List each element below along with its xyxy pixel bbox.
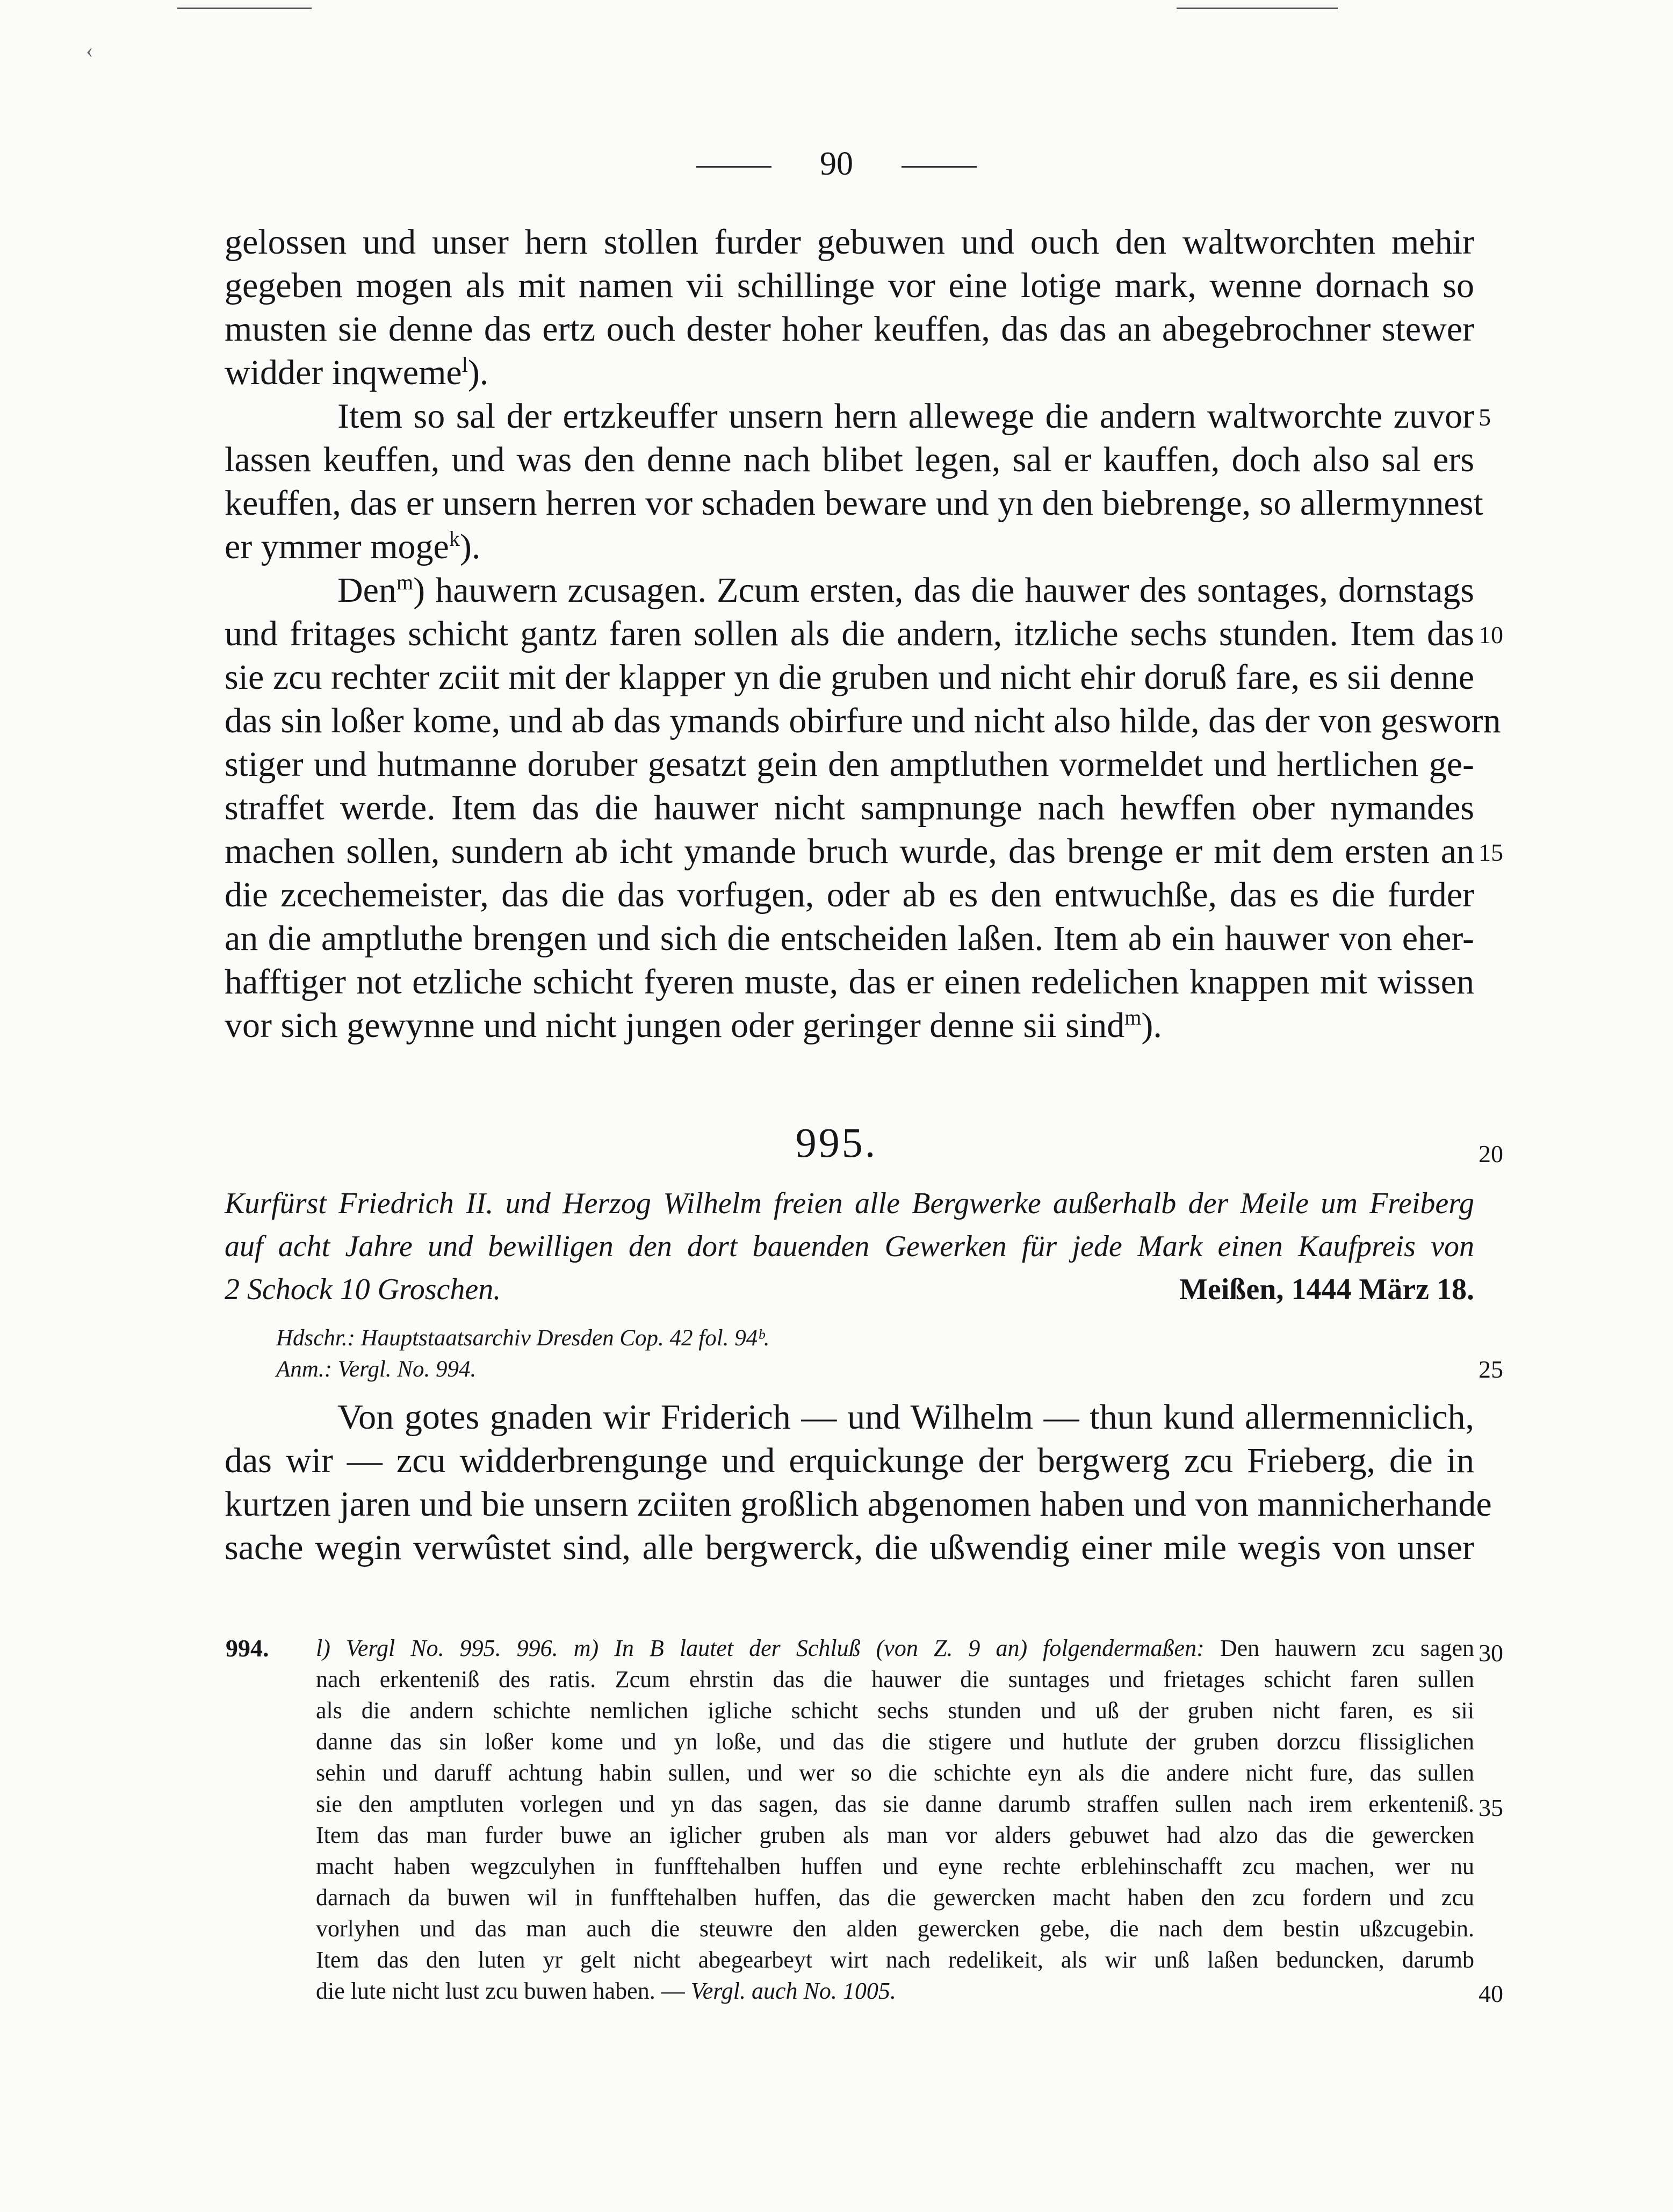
body-line: Den$^m$) hauwern zcusagen. Zcum ersten, das die hauwer des sontages, dornstags	[337, 570, 1474, 610]
line-number: 25	[1479, 1356, 1503, 1383]
regest-line: 2 Schock 10 Groschen. Meißen, 1444 März 18.	[225, 1268, 1474, 1311]
footnote-line: nach erkenteniß des ratis. Zcum ehrstin das die hauwer die suntages und frietages schicht faren sullen	[316, 1666, 1474, 1692]
footnote-mark: l	[461, 352, 468, 377]
document-line: kurtzen jaren und bie unsern zciiten großlich abgenomen haben und von mannicherhande	[225, 1485, 1492, 1524]
page-number: 90	[820, 146, 853, 182]
body-line: vor sich gewynne und nicht jungen oder geringer denne sii sind$^m$).	[225, 1005, 1162, 1045]
body-line: stiger und hutmanne doruber gesatzt gein den amptluthen vormeldet und hertlichen ge-	[225, 745, 1474, 784]
line-number: 35	[1479, 1794, 1503, 1821]
line-number: 20	[1479, 1140, 1503, 1168]
body-line: keuffen, das er unsern herren vor schaden beware und yn den biebrenge, so allermynnest	[225, 484, 1483, 523]
document-date: Meißen, 1444 März 18.	[1179, 1273, 1474, 1306]
footnote-line: Item das den luten yr gelt nicht abegearbeyt wirt nach redelikeit, als wir unß laßen beduncken, darumb	[316, 1947, 1474, 1973]
body-line: widder inqweme$^l$).	[225, 352, 489, 392]
body-line: Item so sal der ertzkeuffer unsern hern allewege die andern waltworchte zuvor	[337, 397, 1474, 436]
footnote-mark: m	[1124, 1005, 1142, 1029]
line-number: 10	[1479, 621, 1503, 649]
footnote-line: sehin und daruff achtung habin sullen, und wer so die schichte eyn als die andere nicht fure, das sullen	[316, 1760, 1474, 1786]
document-line: das wir — zcu widderbrengunge und erquickunge der bergwerg zcu Frieberg, die in	[225, 1441, 1474, 1480]
body-line: das sin loßer kome, und ab das ymands obirfure und nicht also hilde, das der von gesworn	[225, 701, 1501, 740]
body-line: hafftiger not etzliche schicht fyeren muste, das er einen redelichen knappen mit wissen	[225, 962, 1474, 1001]
body-line: er ymmer moge$^k$).	[225, 527, 481, 566]
footnote-line: die lute nicht lust zcu buwen haben. — Vergl. auch No. 1005.	[316, 1978, 896, 2004]
line-number: 40	[1479, 1980, 1503, 2007]
header-dash-right	[902, 166, 977, 168]
body-line: straffet werde. Item das die hauwer nicht sampnunge nach hewffen ober nymandes	[225, 788, 1474, 827]
top-rule-right	[1177, 8, 1338, 9]
footnote-line: vorlyhen und das man auch die steuwre den alden gewercken gebe, die nach dem bestin ußzcugebin.	[316, 1915, 1474, 1942]
line-number: 5	[1479, 404, 1491, 431]
footnote-reference: 994.	[226, 1634, 269, 1662]
footnote-line: Item das man furder buwe an iglicher gruben als man vor alders gebuwet had alzo das die gewercken	[316, 1822, 1474, 1848]
footnote-mark: k	[449, 527, 460, 551]
footnote-mark: m	[396, 570, 414, 594]
footnote-line: als die andern schichte nemlichen igliche schicht sechs stunden und uß der gruben nicht faren, es sii	[316, 1697, 1474, 1724]
body-line: gegeben mogen als mit namen vii schillinge vor eine lotige mark, wenne dornach so	[225, 266, 1474, 305]
body-line: machen sollen, sundern ab icht ymande bruch wurde, das brenge er mit dem ersten an	[225, 832, 1474, 871]
footnote-line: 994. l) Vergl No. 995. 996. m) In B lautet der Schluß (von Z. 9 an) folgendermaßen: Den hauwern zcu sagen	[316, 1633, 1474, 1664]
source-annotation: Anm.: Vergl. No. 994.	[276, 1357, 477, 1382]
regest	[225, 1182, 1474, 1311]
document-line: sache wegin verwûstet sind, alle bergwerck, die ußwendig einer mile wegis von unser	[225, 1528, 1474, 1567]
document-text	[225, 1395, 1492, 1569]
body-line: musten sie denne das ertz ouch dester hoher keuffen, das das an abegebrochner stewer	[225, 309, 1474, 349]
footnote-line: macht haben wegzculyhen in funfftehalben huffen und eyne rechte erblehinschafft zcu machen, wer nu	[316, 1853, 1474, 1879]
footnotes	[226, 1633, 1475, 2007]
regest-line: auf acht Jahre und bewilligen den dort bauenden Gewerken für jede Mark einen Kaufpreis von	[225, 1230, 1474, 1263]
body-line: und fritages schicht gantz faren sollen als die andern, itzliche sechs stunden. Item das	[225, 614, 1474, 653]
header-dash-left	[696, 166, 771, 168]
document-line: Von gotes gnaden wir Friderich — und Wilhelm — thun kund allermenniclich,	[337, 1397, 1474, 1437]
line-number: 15	[1479, 839, 1503, 866]
footnote-line: danne das sin loßer kome und yn loße, und das die stigere und hutlute der gruben dorzcu flissiglichen	[316, 1728, 1474, 1755]
source-manuscript: Hdschr.: Hauptstaatsarchiv Dresden Cop. 42 fol. 94ᵇ.	[276, 1325, 770, 1351]
body-line: sie zcu rechter zciit mit der klapper yn die gruben und nicht ehir doruß fare, es sii denne	[225, 658, 1474, 697]
footnote-line: sie den amptluten vorlegen und yn das sagen, das sie danne darumb straffen sullen nach irem erkenteniß.	[316, 1791, 1474, 1817]
margin-speck: ‹	[86, 38, 93, 62]
body-line: gelossen und unser hern stollen furder gebuwen und ouch den waltworchten mehir	[225, 222, 1474, 262]
body-line: die zcechemeister, das die das vorfugen, oder ab es den entwuchße, das es die furder	[225, 875, 1474, 914]
footnote-line: darnach da buwen wil in funfftehalben huffen, das die gewercken macht haben den zcu fordern und zcu	[316, 1884, 1474, 1911]
regest-line: Kurfürst Friedrich II. und Herzog Wilhelm freien alle Bergwerke außerhalb der Meile um Freiberg	[225, 1187, 1474, 1220]
top-rule-left	[177, 8, 312, 9]
body-line: an die amptluthe brengen und sich die entscheiden laßen. Item ab ein hauwer von eher-	[225, 919, 1474, 958]
document-number: 995.	[795, 1119, 878, 1166]
body-line: lassen keuffen, und was den denne nach blibet legen, sal er kauffen, doch also sal ers	[225, 440, 1474, 479]
line-number: 30	[1479, 1639, 1503, 1667]
page-header	[0, 145, 1673, 183]
